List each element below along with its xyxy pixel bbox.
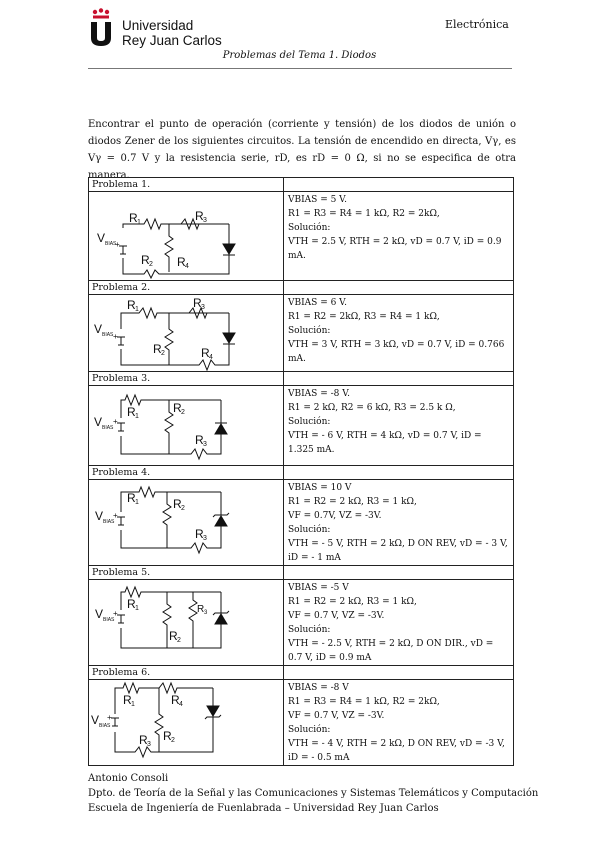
r3-label: R (195, 209, 204, 223)
line-solucion: Solución: (288, 725, 331, 735)
footer-department: Dpto. de Teoría de la Señal y las Comunicaciones y Sistemas Telemáticos y Computación (88, 788, 539, 799)
problem-title: Problema 4. (89, 466, 284, 480)
problem-data (284, 680, 514, 766)
circuit-diagram-3 (89, 386, 280, 465)
line-diode-params: VF = 0.7 V, VZ = -3V. (288, 611, 385, 621)
r1-subscript: 1 (135, 605, 139, 612)
line-resistors: R1 = R2 = 2 kΩ, R3 = 1 kΩ, (288, 497, 417, 507)
circuit-diagram-5 (89, 580, 280, 659)
footer (88, 771, 538, 816)
r2-label: R (169, 629, 178, 643)
r1-subscript: 1 (135, 499, 139, 506)
r4-label: R (171, 693, 180, 707)
svg-text:+: + (113, 417, 118, 426)
r1-subscript: 1 (137, 219, 141, 226)
line-diode-params: VF = 0.7 V, VZ = -3V. (288, 711, 385, 721)
r3-label: R (193, 296, 202, 310)
header-rule (88, 68, 512, 69)
line-diode-params: VF = 0.7V, VZ = -3V. (288, 511, 382, 521)
line-result: VTH = - 2.5 V, RTH = 2 kΩ, D ON DIR., vD = 0.7 V, iD = 0.9 mA (288, 639, 494, 663)
line-solucion: Solución: (288, 417, 331, 427)
r1-label: R (127, 491, 136, 505)
r2-label: R (163, 729, 172, 743)
line-vbias: VBIAS = -5 V (288, 583, 349, 593)
circuit-cell (89, 580, 284, 666)
r1-subscript: 1 (135, 306, 139, 313)
circuit-diagram-4 (89, 480, 280, 559)
vbias-subscript: BIAS (99, 723, 111, 729)
r2-subscript: 2 (177, 637, 181, 644)
problem-title: Problema 2. (89, 281, 284, 295)
r1-label: R (129, 211, 138, 225)
r2-label: R (173, 497, 182, 511)
r4-subscript: 4 (185, 263, 189, 270)
r3-subscript: 3 (203, 217, 207, 224)
r1-subscript: 1 (131, 701, 135, 708)
circuit-diagram-2 (89, 295, 280, 371)
r1-subscript: 1 (135, 413, 139, 420)
r3-label: R (197, 604, 205, 615)
svg-text:+: + (113, 511, 118, 520)
vbias-label: V (95, 607, 104, 621)
line-result: VTH = - 4 V, RTH = 2 kΩ, D ON REV, vD = -3 V, iD = - 0.5 mA (288, 739, 505, 763)
problem-title: Problema 3. (89, 372, 284, 386)
circuit-diagram-1 (89, 192, 280, 280)
r3-label: R (195, 433, 204, 447)
r3-label: R (139, 733, 148, 747)
r2-label: R (153, 342, 162, 356)
r2-subscript: 2 (181, 505, 185, 512)
line-resistors: R1 = R2 = 2kΩ, R3 = R4 = 1 kΩ, (288, 312, 440, 322)
document-subtitle: Problemas del Tema 1. Diodos (222, 50, 377, 61)
problem-data (284, 386, 514, 466)
vbias-subscript: BIAS (105, 241, 117, 247)
circuit-diagram-6 (89, 680, 280, 759)
vbias-subscript: BIAS (103, 617, 115, 623)
circuit-cell (89, 680, 284, 766)
svg-text:+: + (107, 713, 112, 722)
vbias-subscript: BIAS (102, 332, 114, 338)
line-solucion: Solución: (288, 223, 331, 233)
vbias-label: V (94, 322, 103, 336)
vbias-subscript: BIAS (102, 425, 114, 431)
circuit-cell (89, 295, 284, 372)
r3-subscript: 3 (203, 441, 207, 448)
line-solucion: Solución: (288, 625, 331, 635)
svg-text:+: + (115, 240, 120, 249)
line-solucion: Solución: (288, 525, 331, 535)
r4-subscript: 4 (209, 354, 213, 361)
r2-subscript: 2 (149, 261, 153, 268)
line-vbias: VBIAS = 5 V. (288, 195, 347, 205)
svg-text:+: + (113, 332, 118, 341)
r4-label: R (201, 346, 210, 360)
r3-subscript: 3 (203, 535, 207, 542)
problems-table (88, 177, 514, 766)
line-vbias: VBIAS = -8 V. (288, 389, 351, 399)
line-vbias: VBIAS = 6 V. (288, 298, 347, 308)
line-vbias: VBIAS = -8 V (288, 683, 349, 693)
line-result: VTH = 2.5 V, RTH = 2 kΩ, vD = 0.7 V, iD = 0.9 mA. (288, 237, 502, 261)
line-vbias: VBIAS = 10 V (288, 483, 352, 493)
line-result: VTH = - 5 V, RTH = 2 kΩ, D ON REV, vD = - 3 V, iD = - 1 mA (288, 539, 508, 563)
r1-label: R (123, 693, 132, 707)
vbias-label: V (91, 713, 100, 727)
university-logo-icon (88, 8, 114, 48)
r4-subscript: 4 (179, 701, 183, 708)
subject-label: Electrónica (445, 18, 509, 31)
r2-label: R (141, 253, 150, 267)
footer-school: Escuela de Ingeniería de Fuenlabrada – Universidad Rey Juan Carlos (88, 803, 439, 814)
problem-data (284, 192, 514, 281)
r2-subscript: 2 (181, 409, 185, 416)
line-resistors: R1 = R2 = 2 kΩ, R3 = 1 kΩ, (288, 597, 417, 607)
problem-data (284, 580, 514, 666)
line-result: VTH = 3 V, RTH = 3 kΩ, vD = 0.7 V, iD = 0.766 mA. (288, 340, 505, 364)
line-result: VTH = - 6 V, RTH = 4 kΩ, vD = 0.7 V, iD = 1.325 mA. (288, 431, 482, 455)
r4-label: R (177, 255, 186, 269)
r3-subscript: 3 (147, 741, 151, 748)
logo-text-line2: Rey Juan Carlos (122, 33, 222, 48)
intro-paragraph: Encontrar el punto de operación (corriente y tensión) de los diodos de unión o diodos Zener de los siguientes circuitos. La tensión de encendido en directa, Vγ, es Vγ = 0.7 V y la resistencia serie, rD, es rD = 0 Ω, si no se especifica de otra manera. (88, 119, 516, 181)
problem-data (284, 480, 514, 566)
logo-text-line1: Universidad (122, 18, 194, 33)
r3-subscript: 3 (204, 610, 208, 616)
circuit-cell (89, 192, 284, 281)
problem-data (284, 295, 514, 372)
svg-text:+: + (113, 609, 118, 618)
r1-label: R (127, 597, 136, 611)
r1-label: R (127, 405, 136, 419)
r1-label: R (127, 298, 136, 312)
r2-subscript: 2 (161, 350, 165, 357)
line-resistors: R1 = R3 = R4 = 1 kΩ, R2 = 2kΩ, (288, 697, 440, 707)
problem-title: Problema 5. (89, 566, 284, 580)
line-solucion: Solución: (288, 326, 331, 336)
circuit-cell (89, 386, 284, 466)
vbias-label: V (97, 231, 106, 245)
r3-subscript: 3 (201, 304, 205, 311)
vbias-label: V (94, 415, 103, 429)
problem-title: Problema 1. (89, 178, 284, 192)
line-resistors: R1 = 2 kΩ, R2 = 6 kΩ, R3 = 2.5 k Ω, (288, 403, 456, 413)
r3-label: R (195, 527, 204, 541)
problem-title: Problema 6. (89, 666, 284, 680)
r2-label: R (173, 401, 182, 415)
footer-author: Antonio Consoli (88, 773, 169, 784)
vbias-subscript: BIAS (103, 519, 115, 525)
r2-subscript: 2 (171, 737, 175, 744)
line-resistors: R1 = R3 = R4 = 1 kΩ, R2 = 2kΩ, (288, 209, 440, 219)
circuit-cell (89, 480, 284, 566)
vbias-label: V (95, 509, 104, 523)
